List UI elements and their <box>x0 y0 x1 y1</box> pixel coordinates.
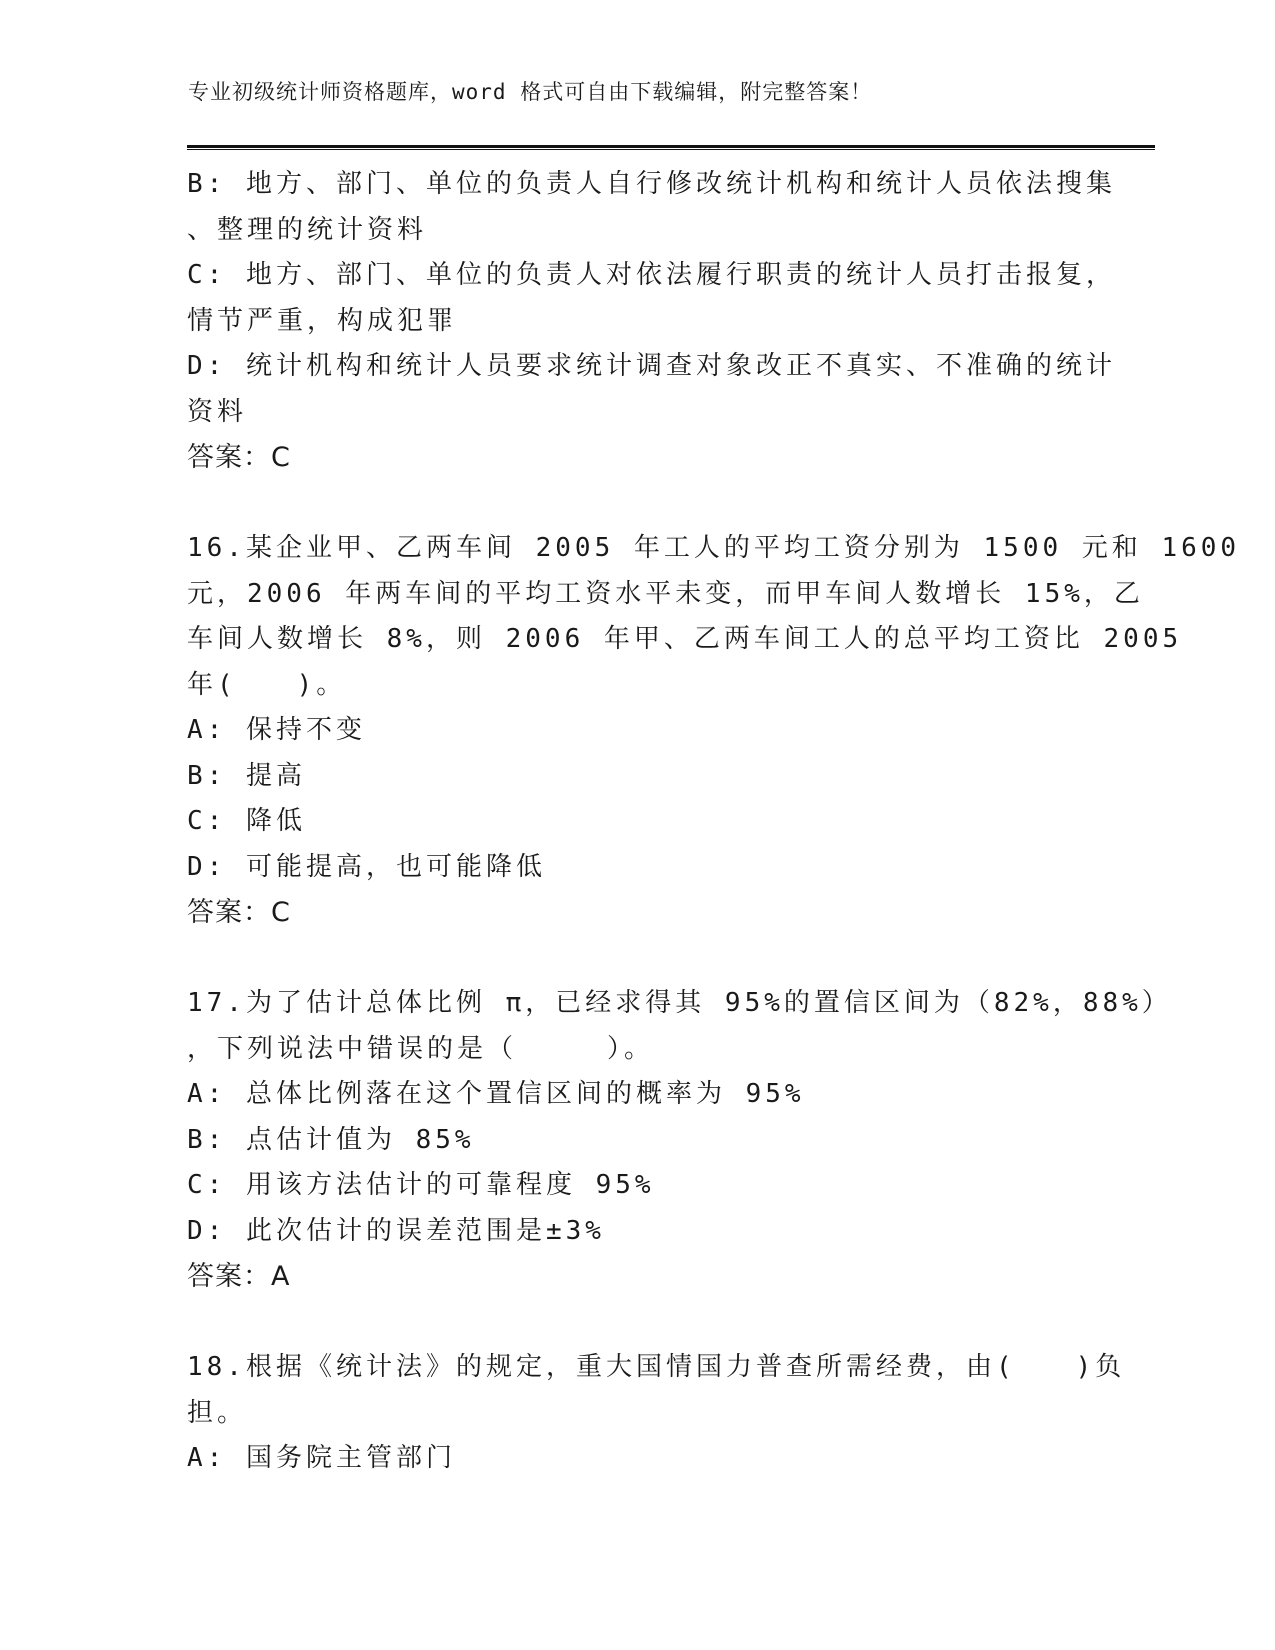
q16-option-b: B: 提高 <box>187 760 306 791</box>
q16-option-d: D: 可能提高，也可能降低 <box>187 851 546 882</box>
page-header: 专业初级统计师资格题库，word 格式可自由下载编辑，附完整答案！ <box>188 80 873 104</box>
question-content <box>187 162 1241 1482</box>
q15-answer: 答案：C <box>187 442 291 473</box>
q15-option-d-line1: D: 统计机构和统计人员要求统计调查对象改正不真实、不准确的统计 <box>187 351 1116 381</box>
q18-stem-line1: 18.根据《统计法》的规定，重大国情国力普查所需经费，由( )负 <box>187 1352 1126 1382</box>
spacer <box>187 936 1087 982</box>
header-divider <box>187 145 1155 150</box>
q18-option-a: A: 国务院主管部门 <box>187 1443 456 1473</box>
q15-option-b-line1: B: 地方、部门、单位的负责人自行修改统计机构和统计人员依法搜集 <box>187 169 1116 199</box>
q17-option-c: C: 用该方法估计的可靠程度 95% <box>187 1170 655 1200</box>
q17-answer: 答案：A <box>187 1261 291 1292</box>
q18-stem-line2: 担。 <box>187 1397 248 1428</box>
q16-option-c: C: 降低 <box>187 806 306 836</box>
q15-option-c-line1: C: 地方、部门、单位的负责人对依法履行职责的统计人员打击报复， <box>187 260 1116 290</box>
q16-stem-line3: 车间人数增长 8%，则 2006 年甲、乙两车间工人的总平均工资比 2005 <box>187 624 1183 654</box>
q16-option-a: A: 保持不变 <box>187 715 366 745</box>
q16-stem-line1: 16.某企业甲、乙两车间 2005 年工人的平均工资分别为 1500 元和 1600 <box>187 533 1241 563</box>
q17-option-a: A: 总体比例落在这个置信区间的概率为 95% <box>187 1079 805 1109</box>
q17-stem-line2: ，下列说法中错误的是（ ）。 <box>187 1033 655 1064</box>
q15-option-d-line2: 资料 <box>187 396 248 427</box>
q16-stem-line4: 年( )。 <box>187 669 347 700</box>
q16-answer: 答案：C <box>187 897 291 928</box>
q15-option-c-line2: 情节严重，构成犯罪 <box>187 305 458 336</box>
spacer <box>187 1300 1087 1346</box>
q15-option-b-line2: 、整理的统计资料 <box>187 214 428 245</box>
q17-option-d: D: 此次估计的误差范围是±3% <box>187 1215 605 1246</box>
q17-stem-line1: 17.为了估计总体比例 π，已经求得其 95%的置信区间为（82%，88%） <box>187 988 1172 1018</box>
q16-stem-line2: 元，2006 年两车间的平均工资水平未变，而甲车间人数增长 15%，乙 <box>187 578 1144 609</box>
q17-option-b: B: 点估计值为 85% <box>187 1124 475 1155</box>
spacer <box>187 481 1087 527</box>
